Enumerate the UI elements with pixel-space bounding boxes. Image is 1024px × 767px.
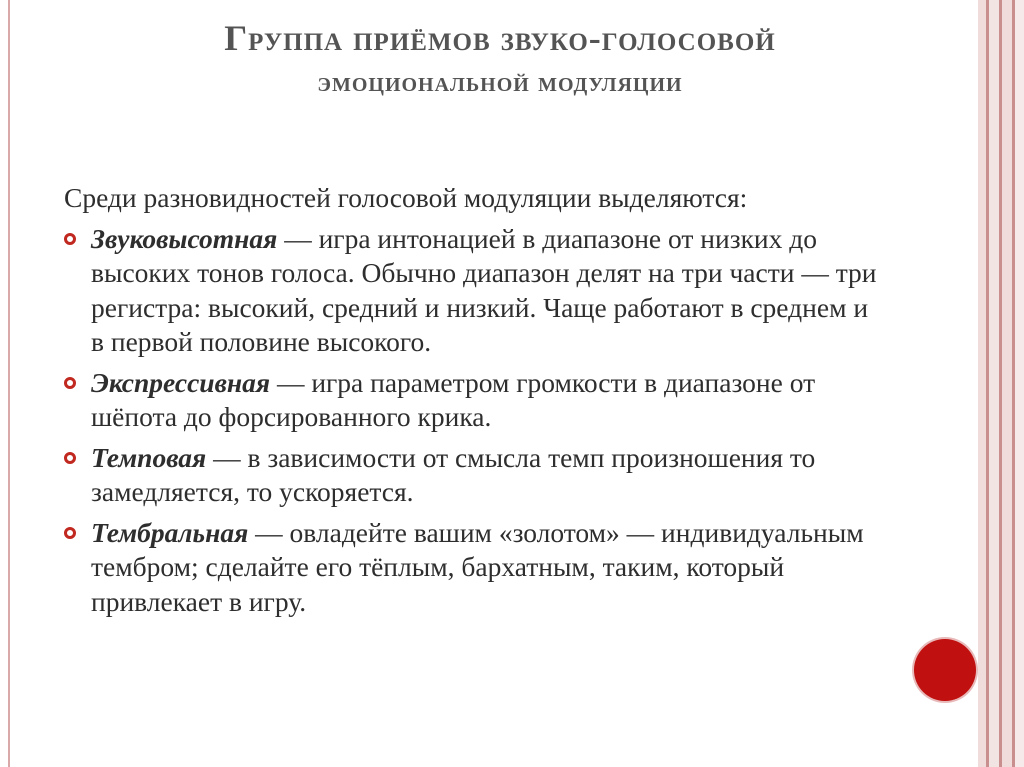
term-description: — в зависимости от смысла темп произношения то замедляется, то ускоряется. — [91, 441, 816, 507]
bullet-ring-icon — [64, 377, 76, 389]
red-circle-decoration — [914, 639, 976, 701]
bullet-ring-icon — [64, 233, 76, 245]
term-description: — игра интонацией в диапазоне от низких до высоких тонов голоса. Обычно диапазон делят на три части — три регистра: высокий, средний и низкий. Чаще работают в среднем и в первой половине высокого. — [91, 222, 877, 357]
right-border-stripe — [989, 0, 999, 767]
term-description: — игра параметром громкости в диапазоне от шёпота до форсированного крика. — [91, 366, 816, 432]
slide-title — [60, 14, 940, 106]
slide-body — [64, 181, 884, 625]
list-item — [64, 441, 884, 510]
term-label: Темповая — [91, 441, 207, 473]
bullet-ring-icon — [64, 452, 76, 464]
right-border-stripe — [1002, 0, 1012, 767]
intro-text: Среди разновидностей голосовой модуляции выделяются: — [64, 182, 748, 213]
list-item — [64, 366, 884, 435]
right-border-stripe — [978, 0, 986, 767]
list-item — [64, 222, 884, 360]
term-label: Тембральная — [91, 516, 249, 548]
right-border-stripe — [1015, 0, 1024, 767]
title-line-1: Группа приёмов звуко-голосовой — [224, 18, 776, 58]
term-label: Звуковысотная — [91, 222, 278, 254]
list-item — [64, 516, 884, 620]
term-description: — овладейте вашим «золотом» — индивидуальным тембром; сделайте его тёплым, бархатным, таким, который привлекает в игру. — [91, 516, 864, 617]
term-label: Экспрессивная — [91, 366, 271, 398]
title-line-2: эмоциональной модуляции — [317, 66, 683, 98]
bullet-ring-icon — [64, 527, 76, 539]
